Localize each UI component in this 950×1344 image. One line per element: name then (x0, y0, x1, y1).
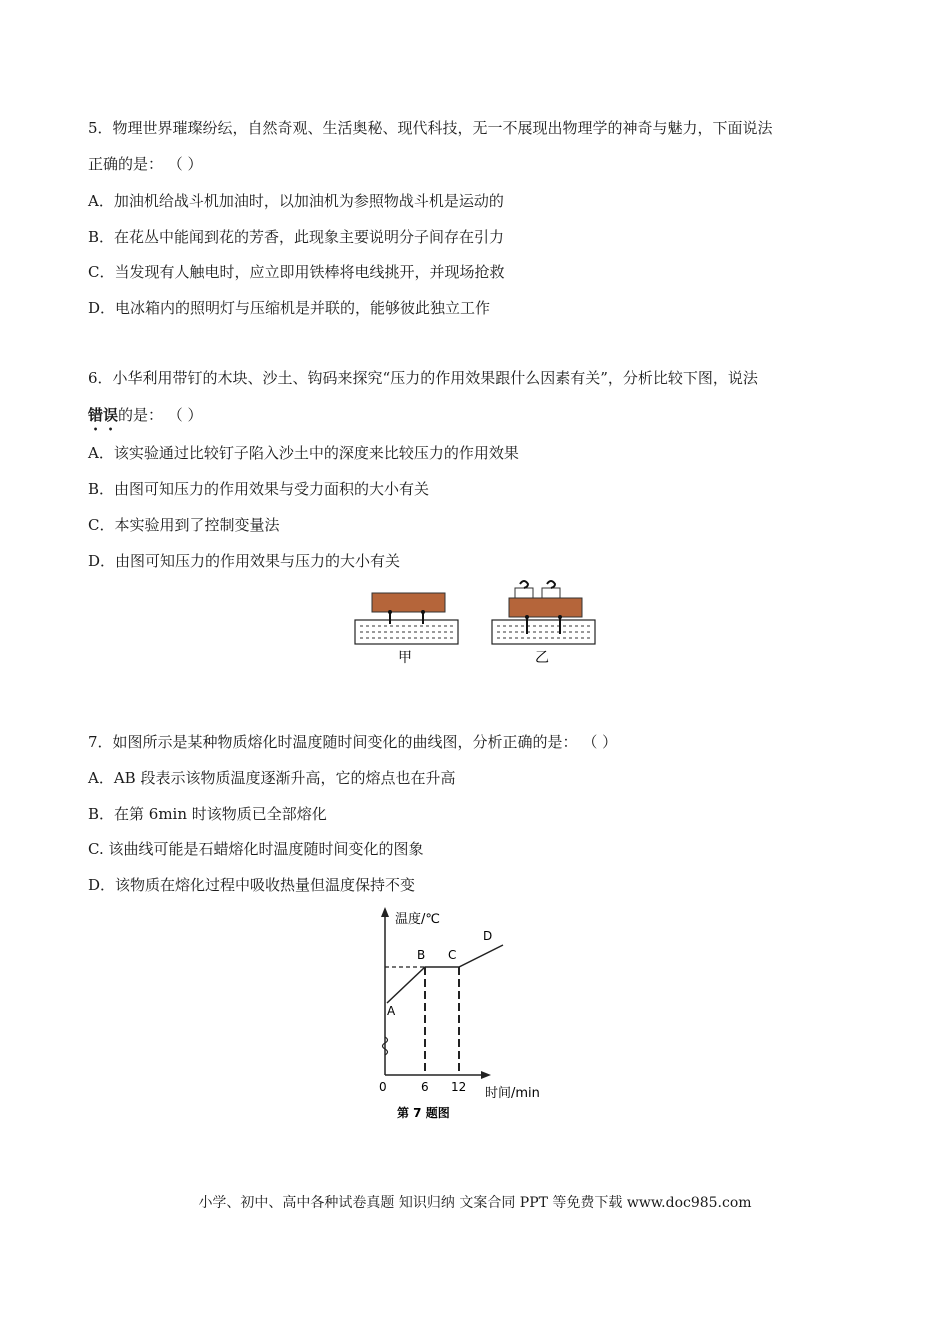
q7-stem: 7．如图所示是某种物质熔化时温度随时间变化的曲线图，分析正确的是： （ ） (88, 733, 618, 751)
tick-12-label: 12 (451, 1080, 467, 1094)
q7-option-c: C. 该曲线可能是石蜡熔化时温度随时间变化的图象 (88, 840, 424, 858)
figure-label-yi: 乙 (535, 650, 549, 666)
melting-curve (387, 945, 503, 1003)
point-a-label: A (387, 1004, 396, 1018)
q7-option-d: D．该物质在熔化过程中吸收热量但温度保持不变 (88, 876, 416, 894)
figure-label-jia: 甲 (398, 650, 412, 666)
y-axis-label: 温度/℃ (395, 912, 440, 927)
q6-option-c: C．本实验用到了控制变量法 (88, 516, 280, 534)
q5-stem-line-1: 5．物理世界璀璨纷纭，自然奇观、生活奥秘、现代科技，无一不展现出物理学的神奇与魅力，下面说法 (88, 119, 773, 137)
q6-option-d: D．由图可知压力的作用效果与压力的大小有关 (88, 552, 401, 570)
point-b-label: B (417, 948, 426, 962)
x-axis-label: 时间/min (485, 1086, 540, 1101)
tick-6-label: 6 (421, 1080, 429, 1094)
q5-option-c: C．当发现有人触电时，应立即用铁棒将电线挑开，并现场抢救 (88, 263, 505, 281)
q6-option-b: B．由图可知压力的作用效果与受力面积的大小有关 (88, 480, 430, 498)
graph-caption: 第 7 题图 (397, 1106, 450, 1120)
q5-stem-line-2: 正确的是： （ ） (88, 155, 203, 173)
sandbox-yi (492, 620, 595, 644)
q6-figure (350, 576, 600, 668)
y-axis-arrow (381, 907, 389, 917)
q6-stem-line-1: 6．小华利用带钉的木块、沙土、钩码来探究“压力的作用效果跟什么因素有关”，分析比较下图，说法 (88, 369, 758, 387)
q6-stem-tail: 的是： （ ） (118, 406, 203, 424)
sandbox-jia (355, 620, 458, 644)
origin-label: 0 (379, 1080, 387, 1094)
q5-option-a: A．加油机给战斗机加油时，以加油机为参照物战斗机是运动的 (88, 192, 504, 210)
weights-yi (515, 581, 560, 598)
point-d-label: D (483, 929, 493, 943)
q7-option-b: B．在第 6min 时该物质已全部熔化 (88, 805, 327, 823)
point-c-label: C (448, 948, 457, 962)
q6-option-a: A．该实验通过比较钉子陷入沙土中的深度来比较压力的作用效果 (88, 444, 519, 462)
x-axis-arrow (481, 1071, 491, 1079)
q7-option-a: A．AB 段表示该物质温度逐渐升高，它的熔点也在升高 (88, 769, 456, 787)
q5-option-d: D．电冰箱内的照明灯与压缩机是并联的，能够彼此独立工作 (88, 299, 491, 317)
q5-option-b: B．在花丛中能闻到花的芳香，此现象主要说明分子间存在引力 (88, 228, 505, 246)
q7-graph (345, 905, 605, 1125)
page-footer: 小学、初中、高中各种试卷真题 知识归纳 文案合同 PPT 等免费下载 www.doc985.com (198, 1195, 752, 1211)
wood-block-jia (372, 593, 445, 624)
q6-emphasis: 错误 (88, 406, 119, 424)
q6-stem-line-2 (88, 404, 203, 434)
